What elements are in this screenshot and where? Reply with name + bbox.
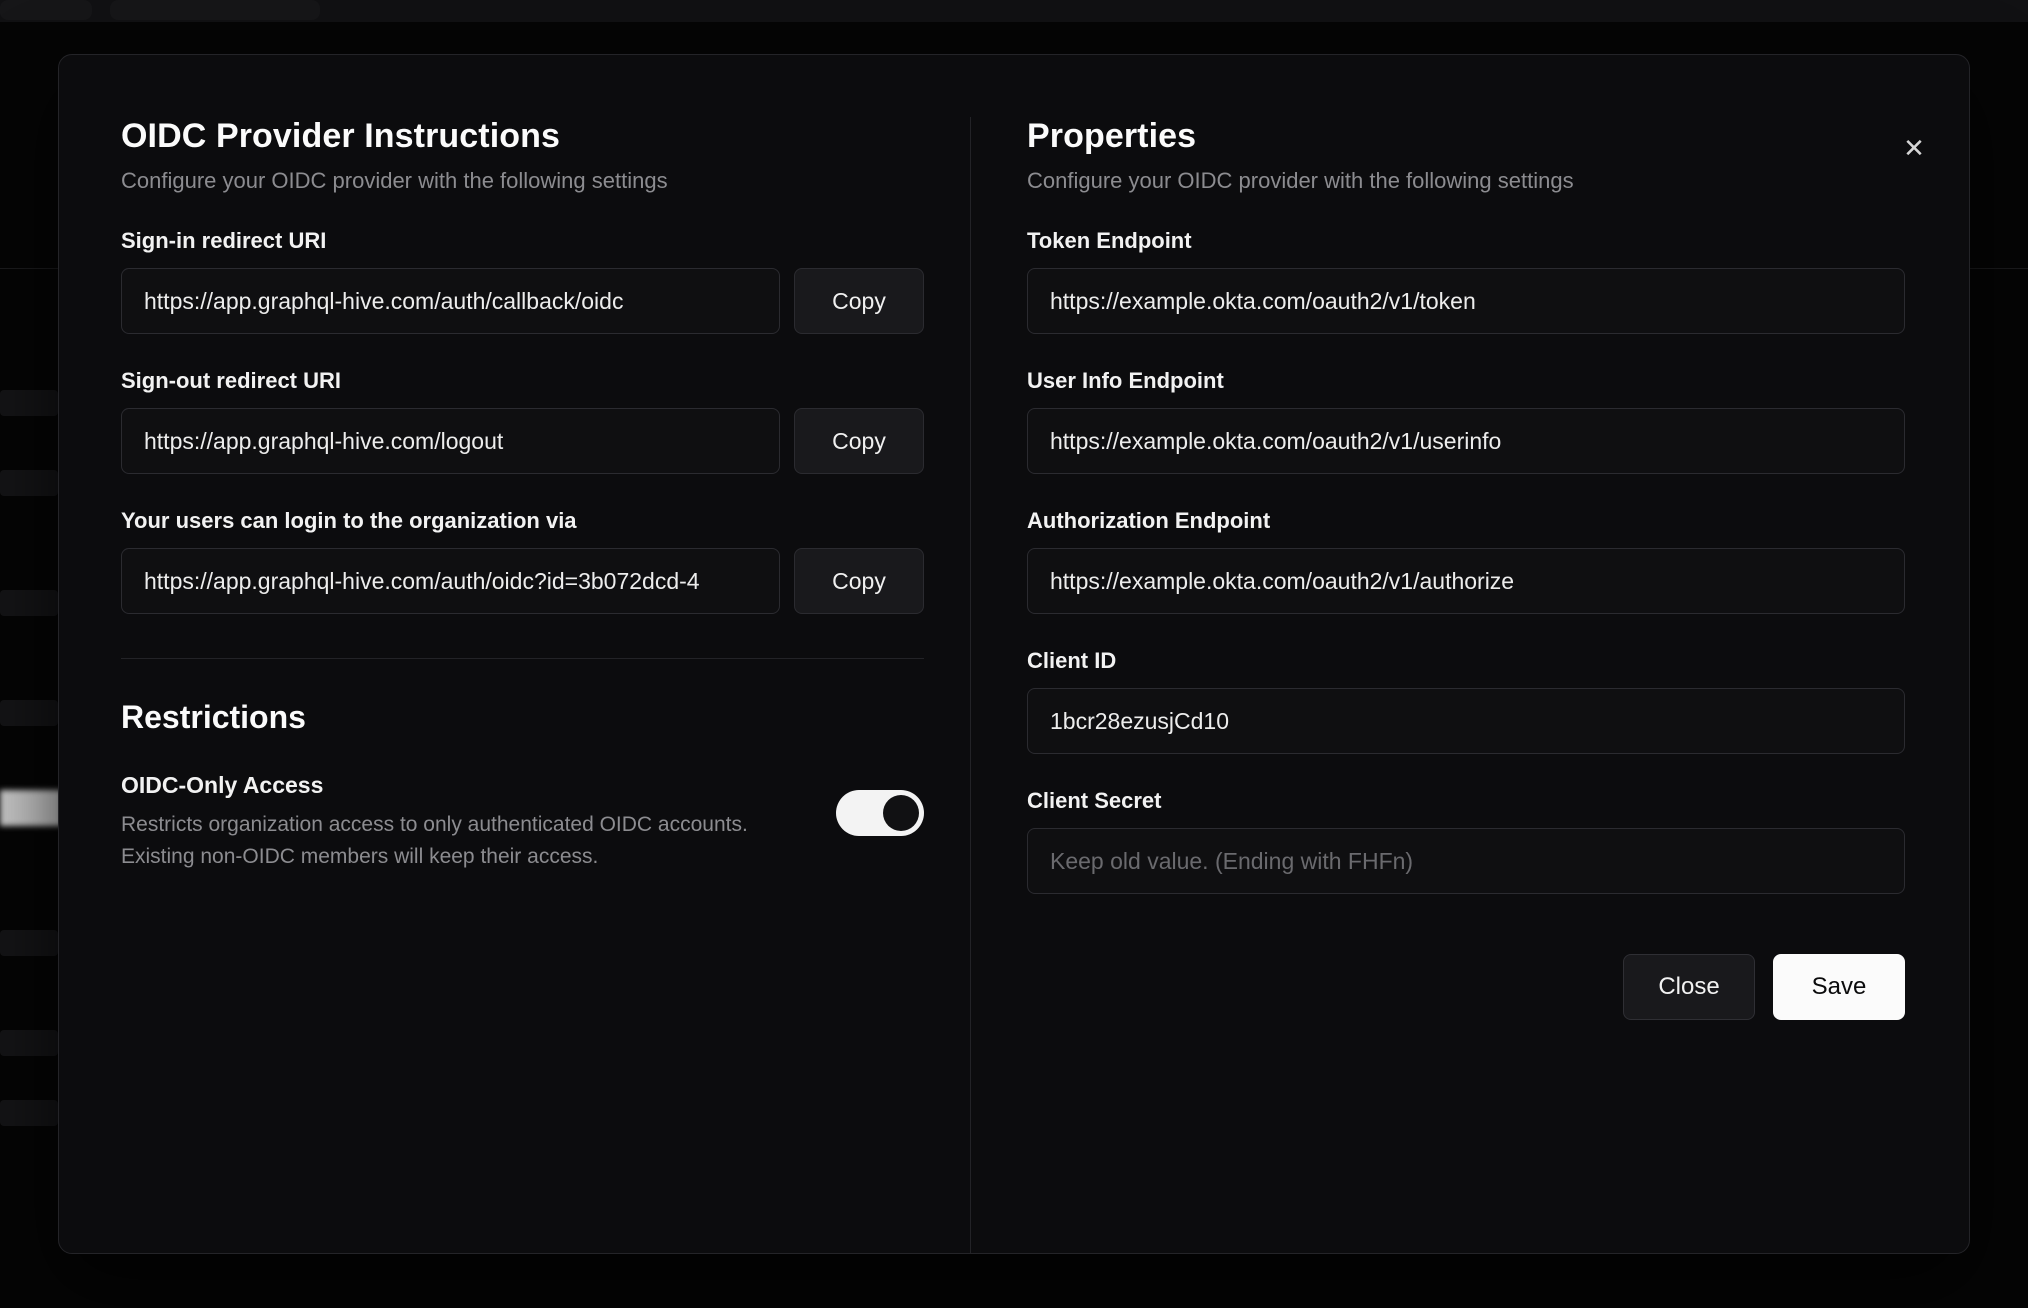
field-label: Your users can login to the organization via [121,508,577,533]
background-nav-item [0,590,58,616]
field-signin-redirect-uri [121,228,924,334]
token-endpoint-input[interactable] [1027,268,1905,334]
background-nav-item [0,1030,58,1056]
field-row [121,408,924,474]
client-id-input[interactable] [1027,688,1905,754]
field-label: Sign-in redirect URI [121,228,327,253]
close-button[interactable]: Close [1623,954,1755,1020]
background-nav-item [0,390,58,416]
background-nav-highlight [0,790,62,826]
oidc-only-access-text [121,772,806,872]
copy-signin-redirect-uri-button[interactable]: Copy [794,268,924,334]
background-nav-item [0,470,58,496]
login-url-input[interactable] [121,548,780,614]
background-chip [110,0,320,20]
toggle-knob [883,795,919,831]
field-row [121,268,924,334]
oidc-instructions-panel [59,117,971,1253]
page-title: OIDC Provider Instructions [121,117,561,155]
client-secret-input[interactable] [1027,828,1905,894]
save-button[interactable]: Save [1773,954,1905,1020]
copy-login-url-button[interactable]: Copy [794,548,924,614]
field-label: User Info Endpoint [1027,368,1224,393]
user-info-endpoint-input[interactable] [1027,408,1905,474]
field-user-info-endpoint [1027,368,1905,474]
field-authorization-endpoint [1027,508,1905,614]
background-chip [0,0,92,20]
signin-redirect-uri-input[interactable] [121,268,780,334]
field-row [121,548,924,614]
field-client-id [1027,648,1905,754]
background-nav-item [0,700,58,726]
field-login-url [121,508,924,614]
field-label: Token Endpoint [1027,228,1192,253]
background-nav-item [0,930,58,956]
modal-actions [1027,954,1905,1020]
signout-redirect-uri-input[interactable] [121,408,780,474]
copy-signout-redirect-uri-button[interactable]: Copy [794,408,924,474]
authorization-endpoint-input[interactable] [1027,548,1905,614]
properties-title: Properties [1027,117,1197,155]
field-label: Client ID [1027,648,1117,673]
field-label: Client Secret [1027,788,1162,813]
field-label: Authorization Endpoint [1027,508,1271,533]
restrictions-title: Restrictions [121,699,306,735]
oidc-only-access-toggle[interactable] [836,790,924,836]
background-nav-item [0,1100,58,1126]
section-divider [121,658,924,659]
field-signout-redirect-uri [121,368,924,474]
oidc-settings-modal [58,54,1970,1254]
properties-subtitle: Configure your OIDC provider with the following settings [1027,168,1574,193]
oidc-only-access-row [121,772,924,872]
close-icon[interactable]: ✕ [1897,131,1931,165]
oidc-only-access-description: Restricts organization access to only authenticated OIDC accounts. Existing non-OIDC members will keep their access. [121,813,748,868]
field-token-endpoint [1027,228,1905,334]
field-label: Sign-out redirect URI [121,368,342,393]
page-subtitle: Configure your OIDC provider with the following settings [121,168,668,193]
oidc-properties-panel [971,117,1969,1253]
oidc-only-access-label: OIDC-Only Access [121,772,324,798]
modal-columns [59,55,1969,1253]
field-client-secret [1027,788,1905,894]
